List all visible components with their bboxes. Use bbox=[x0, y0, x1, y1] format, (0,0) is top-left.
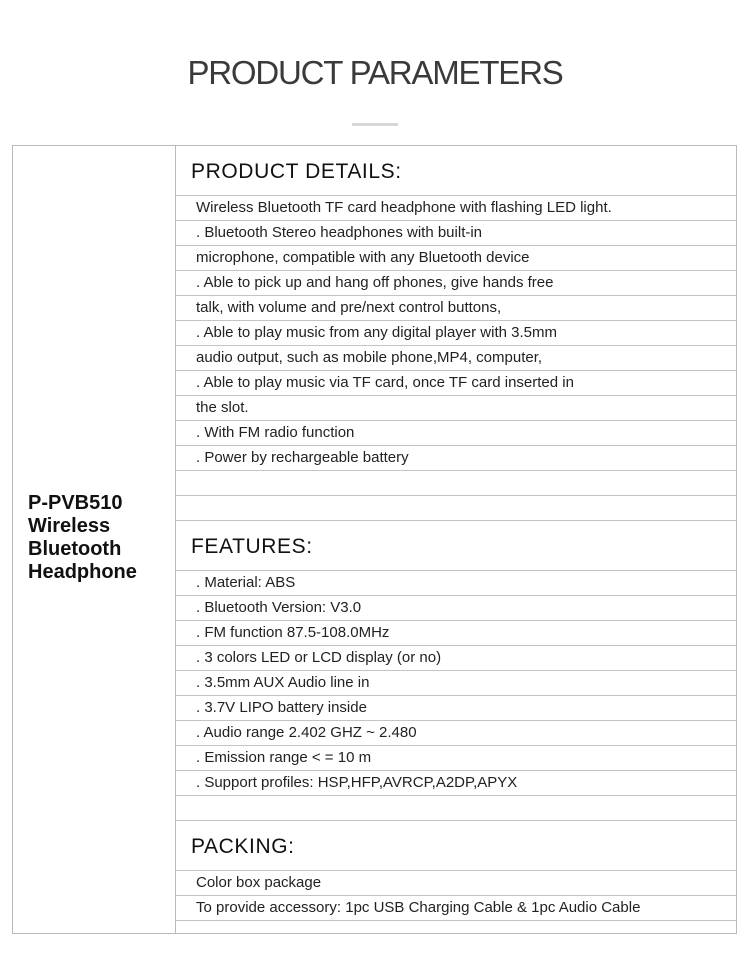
page-title: PRODUCT PARAMETERS bbox=[187, 54, 563, 91]
packing-row-empty bbox=[176, 921, 736, 949]
details-row: microphone, compatible with any Bluetooth device bbox=[176, 246, 736, 271]
features-row: . Support profiles: HSP,HFP,AVRCP,A2DP,APYX bbox=[176, 771, 736, 796]
details-row: . Able to pick up and hang off phones, give hands free bbox=[176, 271, 736, 296]
packing-row: Color box package bbox=[176, 871, 736, 896]
details-row: the slot. bbox=[176, 396, 736, 421]
features-row: . Material: ABS bbox=[176, 571, 736, 596]
details-row-empty bbox=[176, 471, 736, 496]
product-name-line: Wireless bbox=[28, 515, 111, 537]
features-row: . 3 colors LED or LCD display (or no) bbox=[176, 646, 736, 671]
details-row: . Able to play music via TF card, once TF card inserted in bbox=[176, 371, 736, 396]
features-heading: FEATURES: bbox=[176, 521, 736, 571]
features-row: . Emission range < = 10 m bbox=[176, 746, 736, 771]
packing-row: To provide accessory: 1pc USB Charging Cable & 1pc Audio Cable bbox=[176, 896, 736, 921]
details-row-empty bbox=[176, 496, 736, 521]
features-row: . FM function 87.5-108.0MHz bbox=[176, 621, 736, 646]
details-row: . Power by rechargeable battery bbox=[176, 446, 736, 471]
features-row: . Audio range 2.402 GHZ ~ 2.480 bbox=[176, 721, 736, 746]
features-row: . Bluetooth Version: V3.0 bbox=[176, 596, 736, 621]
product-name-line: P-PVB510 bbox=[28, 492, 123, 514]
features-row-empty bbox=[176, 796, 736, 821]
details-row: . With FM radio function bbox=[176, 421, 736, 446]
details-row: . Bluetooth Stereo headphones with built-in bbox=[176, 221, 736, 246]
product-name-line: Bluetooth bbox=[28, 538, 122, 560]
features-row: . 3.5mm AUX Audio line in bbox=[176, 671, 736, 696]
title-divider bbox=[352, 123, 398, 126]
details-column bbox=[176, 146, 736, 949]
features-row: . 3.7V LIPO battery inside bbox=[176, 696, 736, 721]
packing-heading: PACKING: bbox=[176, 821, 736, 871]
details-row: talk, with volume and pre/next control buttons, bbox=[176, 296, 736, 321]
product-name-cell bbox=[13, 146, 176, 933]
details-row: . Able to play music from any digital player with 3.5mm bbox=[176, 321, 736, 346]
product-name bbox=[28, 492, 173, 584]
parameters-table bbox=[12, 145, 737, 934]
details-row: audio output, such as mobile phone,MP4, computer, bbox=[176, 346, 736, 371]
details-row: Wireless Bluetooth TF card headphone with flashing LED light. bbox=[176, 196, 736, 221]
details-heading: PRODUCT DETAILS: bbox=[176, 146, 736, 196]
product-name-line: Headphone bbox=[28, 561, 137, 583]
